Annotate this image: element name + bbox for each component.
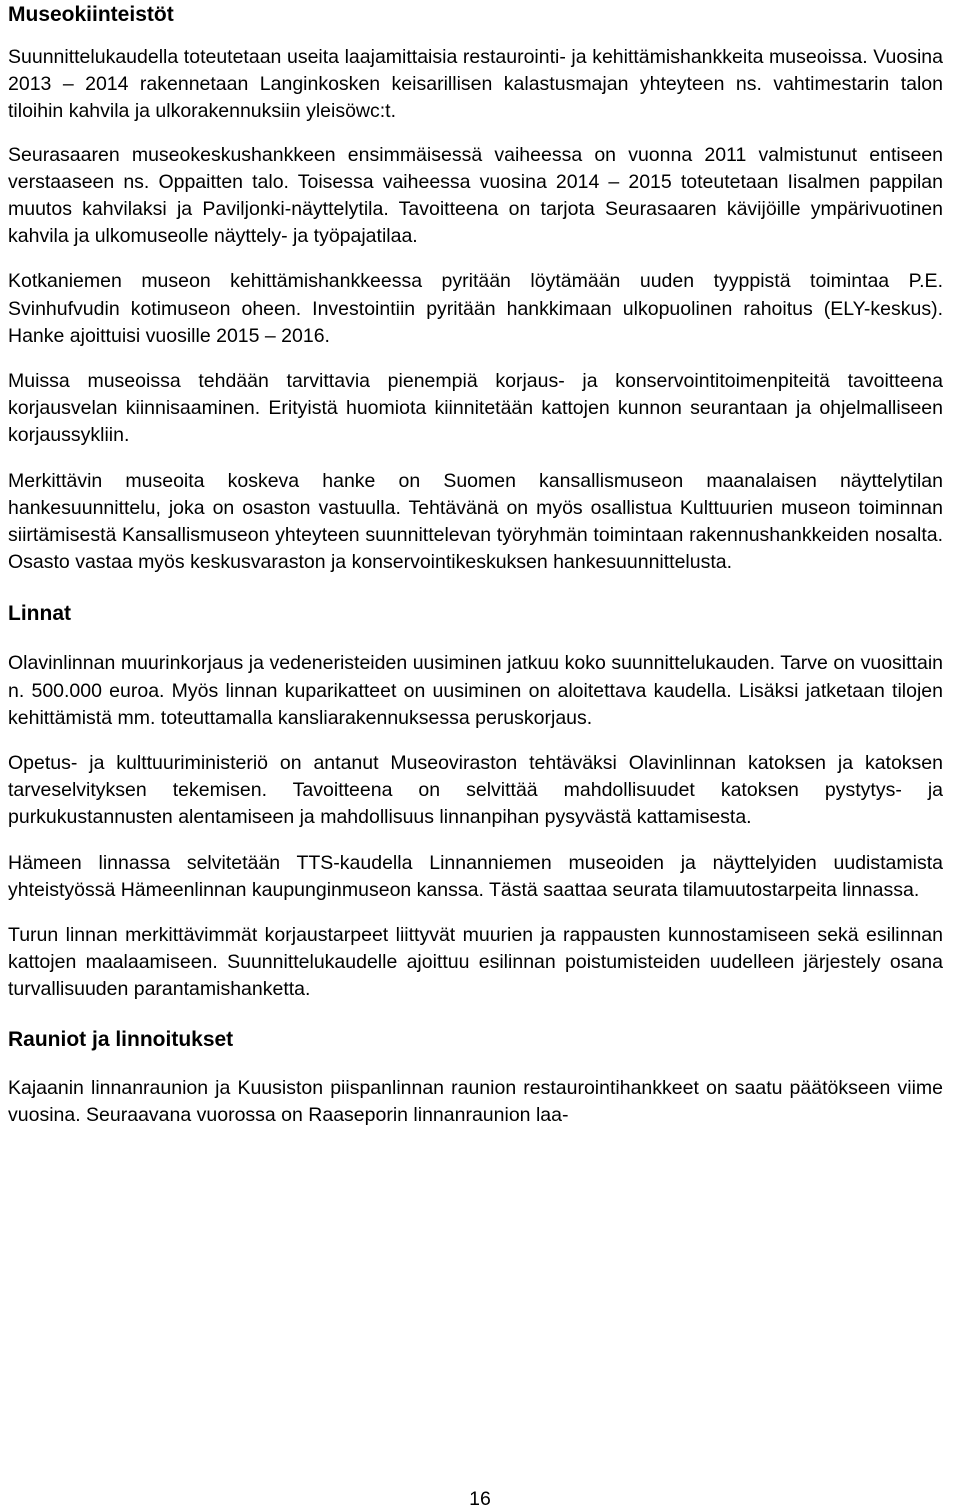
paragraph: Olavinlinnan muurinkorjaus ja vedeneristeiden uusiminen jatkuu koko suunnittelukauden. Tarve on vuosittain n. 500.000 euroa. Myös linnan kuparikatteet on uusiminen on aloitettava kaudella. Lisäksi jatketaan tilojen kehittämistä mm. toteuttamalla kansliarakennuksessa peruskorjaus. — [8, 652, 943, 729]
paragraph: Opetus- ja kulttuuriministeriö on antanut Museoviraston tehtäväksi Olavinlinnan katoksen ja katoksen tarveselvityksen tekemisen. Tavoitteena on selvittää mahdollisuudet katoksen pystytys- ja purkukustannusten alentamiseen ja mahdollisuus linnanpihan pysyvästä kattamisesta. — [8, 752, 943, 829]
paragraph: Muissa museoissa tehdään tarvittavia pienempiä korjaus- ja konservointitoimenpiteitä tavoitteena korjausvelan kiinnisaaminen. Erityistä huomiota kiinnitetään kattojen kunnon seurantaan ja ohjelmalliseen korjaussykliin. — [8, 370, 943, 447]
section-title-rauniot: Rauniot ja linnoitukset — [8, 1027, 234, 1051]
section-title-museokiinteistot: Museokiinteistöt — [8, 3, 174, 26]
document-page — [8, 0, 943, 1129]
paragraph: Seurasaaren museokeskushankkeen ensimmäisessä vaiheessa on vuonna 2011 valmistunut entiseen verstaaseen ns. Oppaitten talo. Toisessa vaiheessa vuosina 2014 – 2015 toteutetaan Iisalmen pappilan muutos kahvilaksi ja Paviljonki-näyttelytila. Tavoitteena on tarjota Seurasaaren kävijöille ympärivuotinen kahvila ja ulkomuseolle näyttely- ja työpajatilaa. — [8, 143, 943, 248]
page-number: 16 — [469, 1488, 491, 1510]
paragraph: Kajaanin linnanraunion ja Kuusiston piispanlinnan raunion restaurointihankkeet on saatu päätökseen viime vuosina. Seuraavana vuorossa on Raaseporin linnanraunion laa- — [8, 1076, 943, 1126]
section-title-linnat: Linnat — [8, 602, 71, 626]
paragraph: Hämeen linnassa selvitetään TTS-kaudella Linnanniemen museoiden ja näyttelyiden uudistamista yhteistyössä Hämeenlinnan kaupunginmuseon kanssa. Tästä saattaa seurata tilamuutostarpeita linnassa. — [8, 851, 943, 901]
paragraph: Turun linnan merkittävimmät korjaustarpeet liittyvät muurien ja rappausten kunnostamiseen sekä esilinnan kattojen maalaamiseen. Suunnittelukaudelle ajoittuu esilinnan poistumisteiden uudelleen järjestely osana turvallisuuden parantamishanketta. — [8, 924, 943, 1001]
paragraph: Kotkaniemen museon kehittämishankkeessa pyritään löytämään uuden tyyppistä toimintaa P.E. Svinhufvudin kotimuseon oheen. Investointiin pyritään hankkimaan ulkopuolinen rahoitus (ELY-keskus). Hanke ajoittuisi vuosille 2015 – 2016. — [8, 270, 943, 347]
paragraph: Merkittävin museoita koskeva hanke on Suomen kansallismuseon maanalaisen näyttelytilan hankesuunnittelu, joka on osaston vastuulla. Tehtävänä on myös osallistua Kulttuurien museon toiminnan siirtämisestä Kansallismuseon yhteyteen suunnittelevan työryhmän toimintaan rakennushankkeiden nosalta. Osasto vastaa myös keskusvaraston ja konservointikeskuksen hankesuunnittelusta. — [8, 469, 943, 574]
paragraph: Suunnittelukaudella toteutetaan useita laajamittaisia restaurointi- ja kehittämishankkeita museoissa. Vuosina 2013 – 2014 rakennetaan Langinkosken keisarillisen kalastusmajan yhteyteen ns. vahtimestarin talon tiloihin kahvila ja ulkorakennuksiin yleisöwc:t. — [8, 46, 943, 123]
